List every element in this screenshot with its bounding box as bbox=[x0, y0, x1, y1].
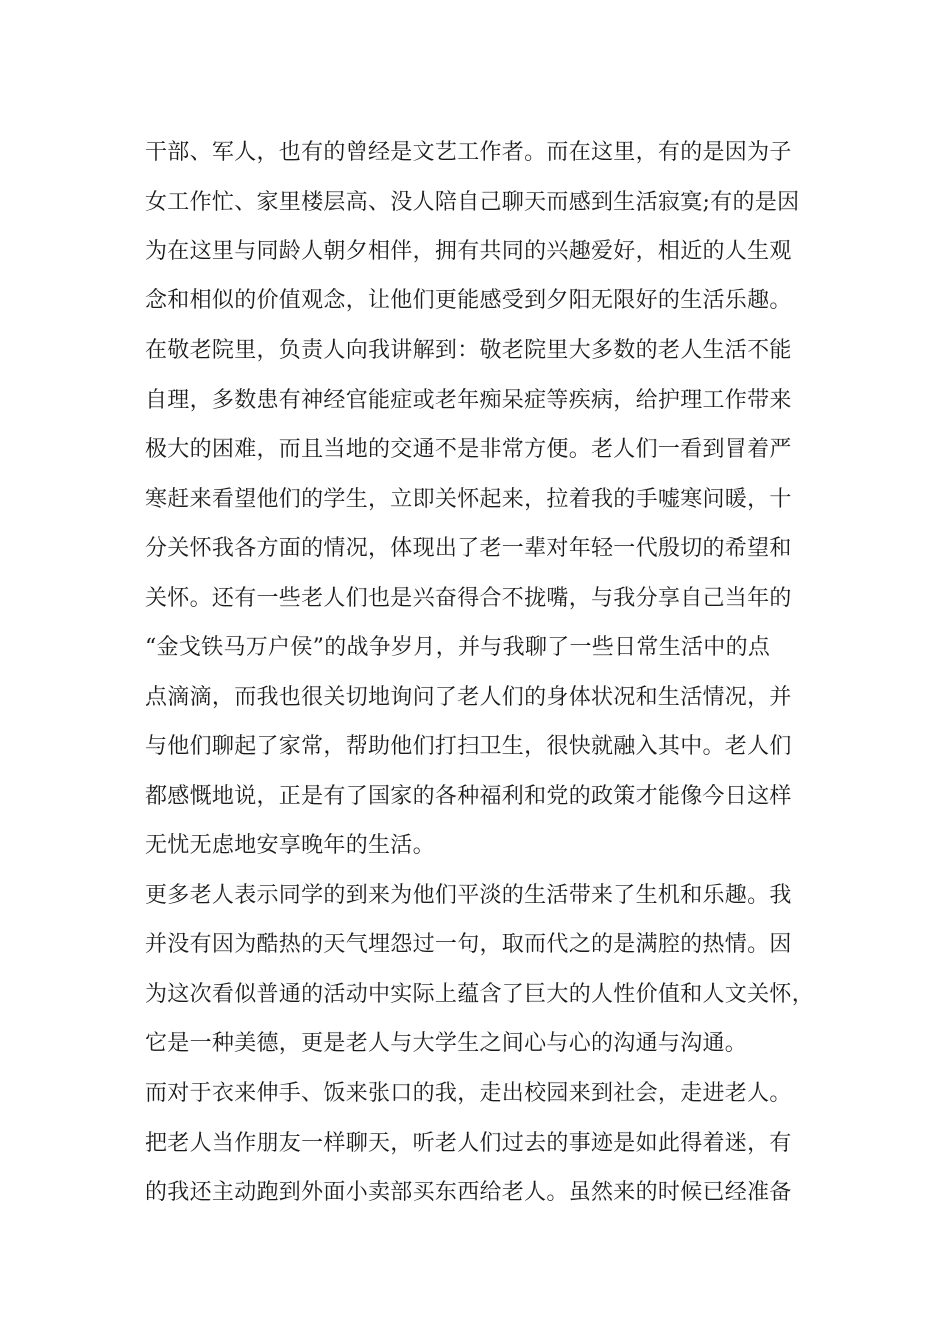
text-line: 与他们聊起了家常，帮助他们打扫卫生，很快就融入其中。老人们 bbox=[145, 734, 792, 759]
text-line: 无忧无虑地安享晚年的生活。 bbox=[145, 833, 435, 858]
text-line: 为在这里与同龄人朝夕相伴，拥有共同的兴趣爱好，相近的人生观 bbox=[145, 239, 792, 264]
text-line: 寒赶来看望他们的学生，立即关怀起来，拉着我的手嘘寒问暖，十 bbox=[145, 487, 792, 512]
text-line: 分关怀我各方面的情况，体现出了老一辈对年轻一代殷切的希望和 bbox=[145, 536, 792, 561]
text-line: 在敬老院里，负责人向我讲解到：敬老院里大多数的老人生活不能 bbox=[145, 338, 792, 363]
text-line: 念和相似的价值观念，让他们更能感受到夕阳无限好的生活乐趣。 bbox=[145, 288, 792, 313]
text-line: 自理，多数患有神经官能症或老年痴呆症等疾病，给护理工作带来 bbox=[145, 388, 792, 413]
text-line: 都感慨地说，正是有了国家的各种福利和党的政策才能像今日这样 bbox=[145, 784, 792, 809]
text-line: 更多老人表示同学的到来为他们平淡的生活带来了生机和乐趣。我 bbox=[145, 883, 792, 908]
text-line: 点滴滴，而我也很关切地询问了老人们的身体状况和生活情况，并 bbox=[145, 685, 792, 710]
text-line: 把老人当作朋友一样聊天，听老人们过去的事迹是如此得着迷，有 bbox=[145, 1131, 792, 1156]
text-line: 而对于衣来伸手、饭来张口的我，走出校园来到社会，走进老人。 bbox=[145, 1081, 792, 1106]
text-line: 并没有因为酷热的天气埋怨过一句，取而代之的是满腔的热情。因 bbox=[145, 932, 792, 957]
text-line: 它是一种美德，更是老人与大学生之间心与心的沟通与沟通。 bbox=[145, 1031, 748, 1056]
text-line: 女工作忙、家里楼层高、没人陪自己聊天而感到生活寂寞;有的是因 bbox=[145, 190, 800, 215]
text-line: 极大的困难，而且当地的交通不是非常方便。老人们一看到冒着严 bbox=[145, 437, 792, 462]
text-line: 关怀。还有一些老人们也是兴奋得合不拢嘴，与我分享自己当年的 bbox=[145, 586, 792, 611]
text-line: 为这次看似普通的活动中实际上蕴含了巨大的人性价值和人文关怀， bbox=[145, 982, 815, 1007]
text-line: 的我还主动跑到外面小卖部买东西给老人。虽然来的时候已经准备 bbox=[145, 1180, 792, 1205]
text-line: 干部、军人，也有的曾经是文艺工作者。而在这里，有的是因为子 bbox=[145, 140, 792, 165]
text-line: “金戈铁马万户侯”的战争岁月，并与我聊了一些日常生活中的点 bbox=[145, 635, 771, 660]
